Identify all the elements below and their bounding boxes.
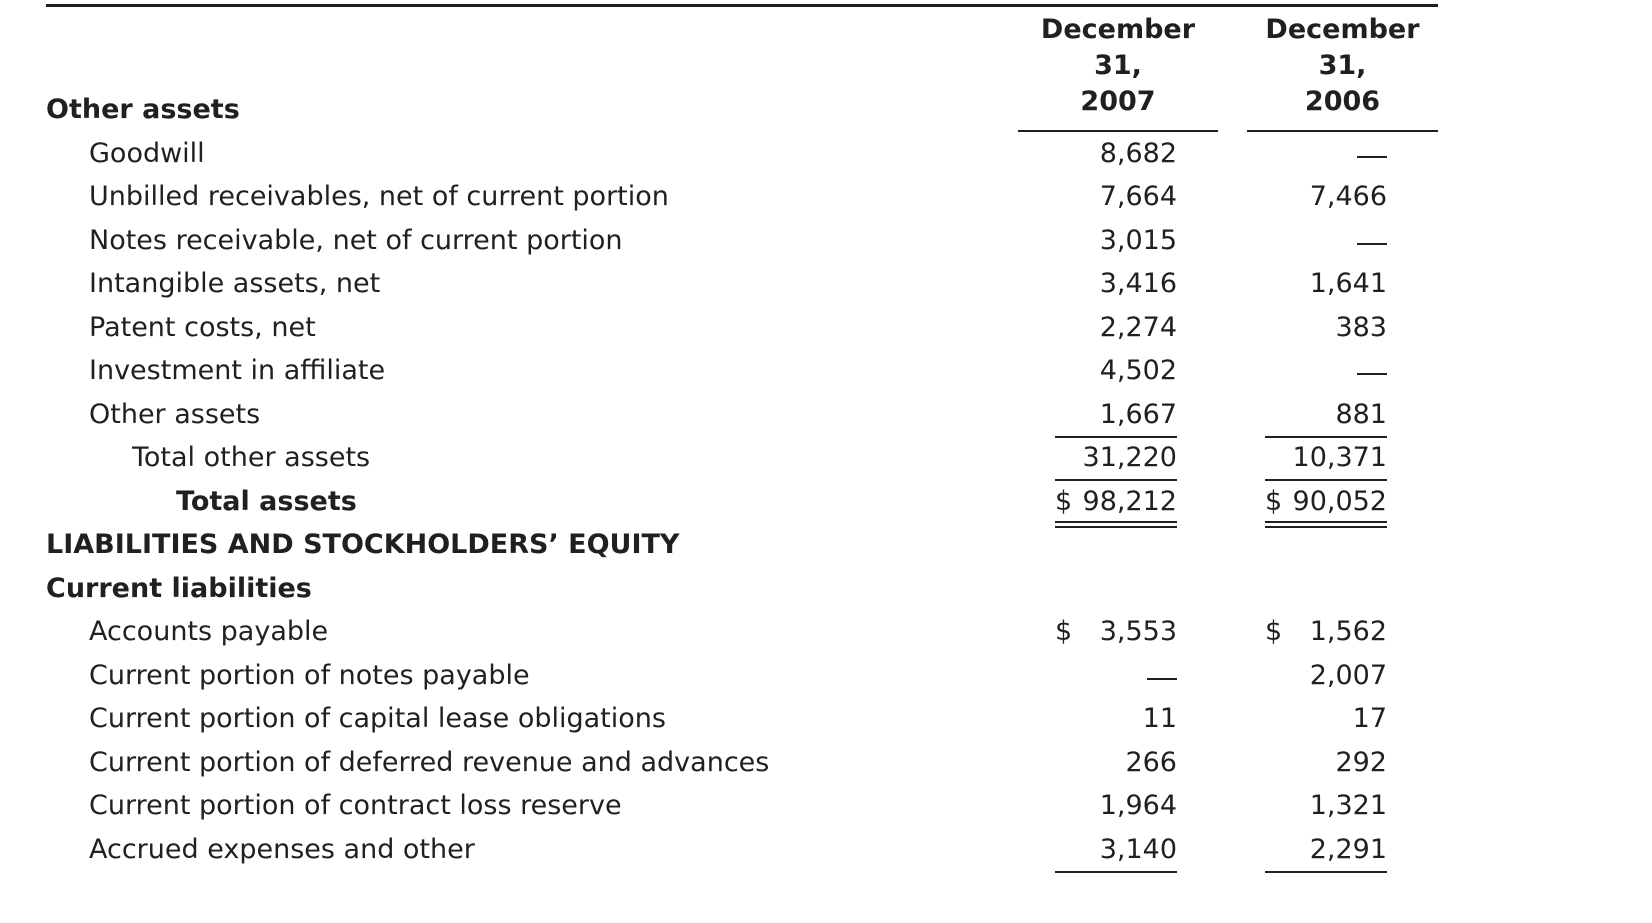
amount: 31,220: [1082, 442, 1177, 473]
value-2006: [1265, 786, 1387, 829]
row-label: Accrued expenses and other: [89, 833, 475, 865]
value-2007: [1055, 90, 1177, 133]
value-2006: [1265, 90, 1387, 133]
nil-dash: [1357, 373, 1387, 375]
dollar-sign: $: [1055, 616, 1073, 647]
table-row: [0, 351, 1652, 394]
amount: 383: [1335, 311, 1387, 343]
nil-dash: [1357, 243, 1387, 245]
value-2007: [1055, 482, 1177, 525]
table-row: [0, 525, 1652, 568]
table-row: [0, 656, 1652, 699]
amount: 1,641: [1309, 268, 1387, 299]
value-2006: [1265, 525, 1387, 568]
top-rule: [46, 4, 1438, 7]
table-row: [0, 221, 1652, 264]
amount: 266: [1125, 746, 1177, 778]
table-row: [0, 482, 1652, 525]
row-label: Goodwill: [89, 137, 205, 169]
amount: 7,664: [1099, 181, 1177, 212]
amount: 3,553: [1099, 616, 1177, 647]
amount: 7,466: [1309, 181, 1387, 212]
value-2007: [1055, 743, 1177, 786]
value-2006: [1265, 177, 1387, 220]
value-2006: [1265, 221, 1387, 264]
row-label: Current portion of contract loss reserve: [89, 790, 622, 821]
value-2006: [1265, 743, 1387, 786]
table-row: [0, 569, 1652, 612]
value-2006: [1265, 482, 1387, 525]
table-row: [0, 612, 1652, 655]
table-row: [0, 308, 1652, 351]
row-label: Investment in affiliate: [89, 355, 386, 386]
amount: 1,562: [1309, 616, 1387, 647]
table-row: [0, 699, 1652, 742]
table-row: [0, 177, 1652, 220]
amount: 4,502: [1099, 355, 1177, 386]
subtotal-rule: [1265, 871, 1387, 873]
value-2007: [1055, 395, 1177, 438]
row-label: Other assets: [46, 94, 240, 125]
value-2006: [1265, 351, 1387, 394]
value-2006: [1265, 699, 1387, 742]
value-2007: [1055, 612, 1177, 655]
table-row: [0, 786, 1652, 829]
value-2007: [1055, 351, 1177, 394]
row-label: Intangible assets, net: [89, 268, 381, 299]
table-row: [0, 743, 1652, 786]
value-2006: [1265, 830, 1387, 873]
value-2006: [1265, 395, 1387, 438]
amount: 2,291: [1309, 833, 1387, 865]
value-2007: [1055, 438, 1177, 481]
amount: 2,274: [1099, 311, 1177, 343]
dollar-sign: $: [1055, 485, 1073, 517]
row-label: Notes receivable, net of current portion: [89, 224, 623, 256]
row-label: LIABILITIES AND STOCKHOLDERS’ EQUITY: [46, 529, 680, 560]
value-2007: [1055, 525, 1177, 568]
nil-dash: [1147, 678, 1177, 680]
amount: 2,007: [1309, 659, 1387, 691]
amount: 3,140: [1099, 833, 1177, 865]
row-label: Current liabilities: [46, 572, 312, 604]
row-label: Current portion of deferred revenue and advances: [89, 746, 770, 778]
amount: 10,371: [1292, 442, 1387, 473]
value-2006: [1265, 134, 1387, 177]
row-label: Current portion of capital lease obligations: [89, 703, 666, 734]
amount: 3,015: [1099, 224, 1177, 256]
value-2007: [1055, 699, 1177, 742]
row-label: Unbilled receivables, net of current portion: [89, 181, 669, 212]
amount: 1,964: [1099, 790, 1177, 821]
amount: 90,052: [1292, 485, 1387, 517]
value-2007: [1055, 786, 1177, 829]
table-row: [0, 264, 1652, 307]
dollar-sign: $: [1265, 485, 1283, 517]
amount: 1,667: [1099, 398, 1177, 430]
value-2007: [1055, 177, 1177, 220]
value-2006: [1265, 308, 1387, 351]
column-header-year: 2007: [1080, 86, 1156, 117]
value-2006: [1265, 264, 1387, 307]
nil-dash: [1357, 156, 1387, 158]
column-header-year: 2006: [1304, 86, 1381, 117]
row-label: Accounts payable: [89, 616, 329, 647]
value-2006: [1265, 438, 1387, 481]
subtotal-rule: [1055, 871, 1177, 873]
row-label: Total assets: [176, 485, 357, 517]
amount: 3,416: [1099, 268, 1177, 299]
table-row: [0, 90, 1652, 133]
value-2006: [1265, 569, 1387, 612]
amount: 98,212: [1082, 485, 1177, 517]
amount: 881: [1335, 398, 1387, 430]
table-row: [0, 438, 1652, 481]
row-label: Patent costs, net: [89, 311, 316, 343]
row-label: Current portion of notes payable: [89, 659, 530, 691]
total-rule: [1055, 521, 1177, 523]
value-2007: [1055, 569, 1177, 612]
value-2006: [1265, 612, 1387, 655]
total-rule: [1265, 521, 1387, 523]
value-2007: [1055, 221, 1177, 264]
table-row: [0, 134, 1652, 177]
value-2007: [1055, 264, 1177, 307]
amount: 8,682: [1099, 137, 1177, 169]
table-row: [0, 395, 1652, 438]
row-label: Other assets: [89, 398, 261, 430]
table-row: [0, 830, 1652, 873]
amount: 292: [1335, 746, 1387, 778]
amount: 17: [1352, 703, 1387, 734]
value-2007: [1055, 308, 1177, 351]
value-2007: [1055, 134, 1177, 177]
value-2007: [1055, 830, 1177, 873]
row-label: Total other assets: [132, 442, 371, 473]
amount: 1,321: [1309, 790, 1387, 821]
dollar-sign: $: [1265, 616, 1283, 647]
column-header-line1: December 31,: [1040, 14, 1196, 81]
amount: 11: [1142, 703, 1177, 734]
value-2006: [1265, 656, 1387, 699]
value-2007: [1055, 656, 1177, 699]
column-header-line1: December 31,: [1265, 14, 1420, 81]
